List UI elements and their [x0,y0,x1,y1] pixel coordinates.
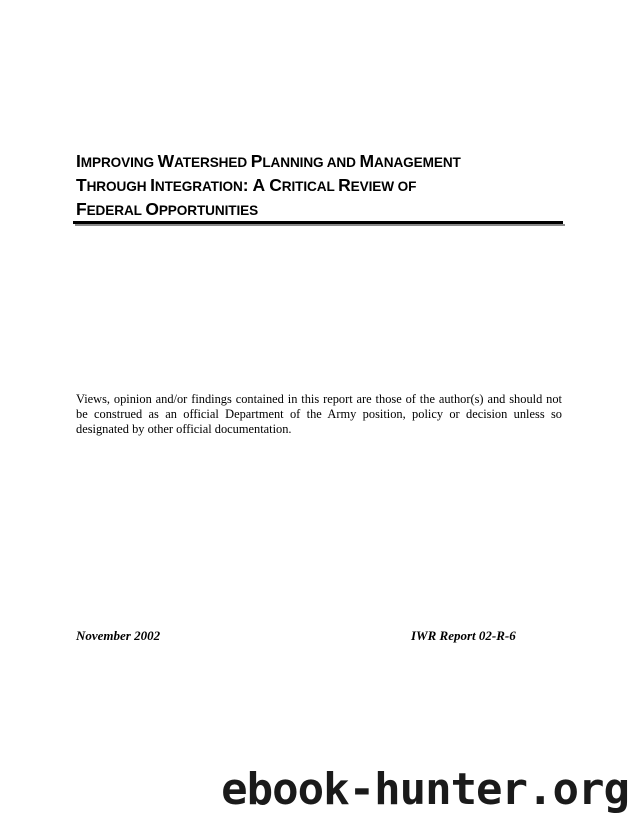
title-line-2 [76,174,576,198]
report-number: IWR Report 02-R-6 [411,628,516,643]
title-line-1 [76,150,576,174]
title-word-cap: I [150,175,155,195]
title-word-rest: EDERAL [86,203,146,218]
title-underline-shadow [75,224,565,226]
title-word-cap: O [145,199,159,219]
title-word-cap: W [157,151,175,171]
title-word-rest: ATERSHED [174,155,251,170]
title-word-rest: MPROVING [80,155,158,170]
title-line-3 [76,198,576,222]
title-word-rest: PPORTUNITIES [158,203,259,218]
title-word-rest: EVIEW OF [350,179,417,194]
title-word-cap: P [250,151,263,171]
title-word-rest: RITICAL [281,179,339,194]
publication-date: November 2002 [76,628,161,643]
title-word-rest: ANAGEMENT [374,155,461,170]
report-title [76,150,576,222]
title-word-rest: LANNING AND [262,155,360,170]
title-word-cap: T [76,175,87,195]
title-word-cap: : A [242,175,270,195]
title-word-cap: I [76,151,81,171]
disclaimer-paragraph: Views, opinion and/or findings contained in this report are those of the author(s) and should not be construed as an official Department of the Army position, policy or decision unless so designated by other official documentation. [76,392,562,436]
watermark-text: ebook-hunter.org [221,764,629,815]
title-word-cap: C [269,175,282,195]
title-word-cap: F [76,199,87,219]
title-word-cap: M [359,151,375,171]
title-word-rest: NTEGRATION [154,179,243,194]
title-word-cap: R [338,175,351,195]
title-word-rest: HROUGH [86,179,151,194]
